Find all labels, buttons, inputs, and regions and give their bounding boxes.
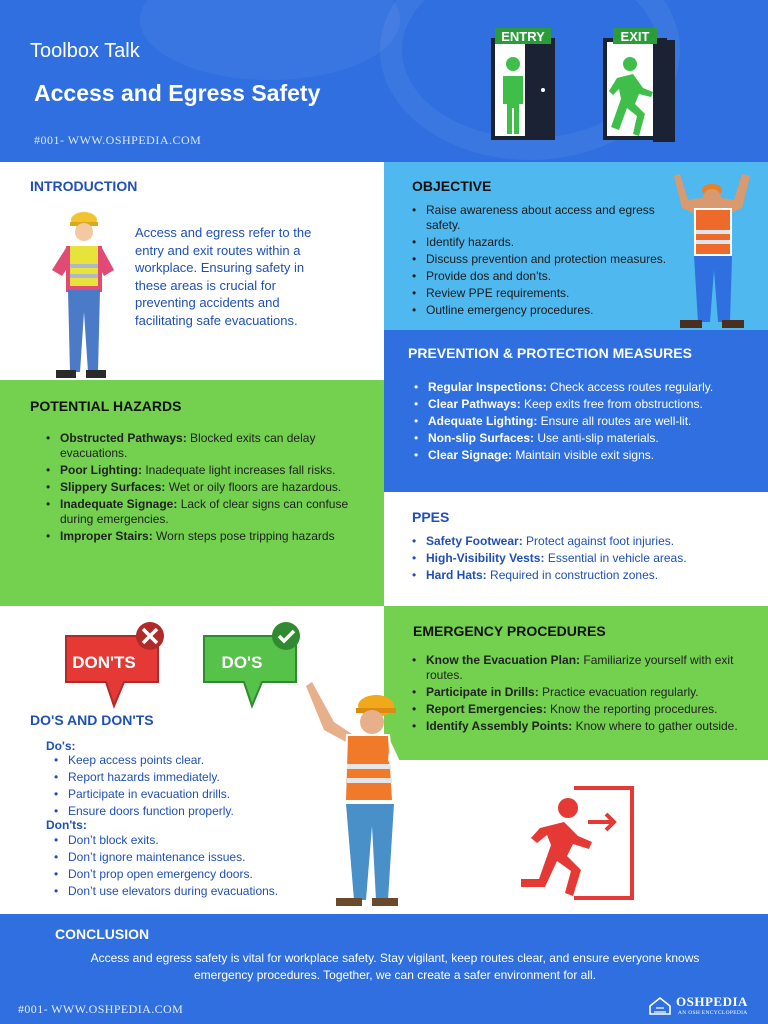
brand-logo xyxy=(648,994,748,1016)
objective-section xyxy=(384,162,768,330)
list-item xyxy=(412,380,762,395)
conclusion-text: Access and egress safety is vital for workplace safety. Stay vigilant, keep routes clear, and ensure everyone knows emergency procedures. Together, we can create a safer environment for all. xyxy=(90,951,700,982)
entry-sign-text: ENTRY xyxy=(501,29,545,44)
emergency-heading: EMERGENCY PROCEDURES xyxy=(413,623,606,639)
footer-series: #001- WWW.OSHPEDIA.COM xyxy=(18,1002,184,1016)
page-title: Access and Egress Safety xyxy=(34,80,321,106)
item-text: Use anti-slip materials. xyxy=(534,431,659,445)
list-item: • Review PPE requirements. xyxy=(410,286,680,301)
item-label: Poor Lighting: xyxy=(60,463,142,477)
list-item: • Report hazards immediately. xyxy=(52,770,312,785)
worker-illustration-icon xyxy=(40,210,120,380)
item-text: Maintain visible exit signs. xyxy=(512,448,655,462)
list-item xyxy=(412,448,762,463)
item-label: Adequate Lighting: xyxy=(428,414,538,428)
item-text: Lack of clear signs can confuse during emergencies. xyxy=(60,497,349,526)
dos-list xyxy=(52,753,312,821)
item-label: Slippery Surfaces: xyxy=(60,480,166,494)
list-item xyxy=(44,463,364,478)
item-label: Non-slip Surfaces: xyxy=(428,431,535,445)
list-item xyxy=(412,431,762,446)
item-label: Identify Assembly Points: xyxy=(426,719,573,733)
emergency-section xyxy=(384,606,768,760)
item-text: Practice evacuation regularly. xyxy=(538,685,699,699)
list-item: • Don’t use elevators during evacuations. xyxy=(52,884,312,899)
list-item: • Identify hazards. xyxy=(410,235,680,250)
item-text: Keep exits free from obstructions. xyxy=(520,397,703,411)
list-item: • Discuss prevention and protection measures. xyxy=(410,252,680,267)
item-label: Obstructed Pathways: xyxy=(60,431,187,445)
exit-sign-text: EXIT xyxy=(620,29,650,44)
hazards-list xyxy=(44,431,364,546)
list-item: • Don’t block exits. xyxy=(52,833,312,848)
objective-list xyxy=(410,203,680,320)
conclusion-heading: CONCLUSION xyxy=(55,926,150,942)
donts-badge-icon xyxy=(62,620,170,710)
list-item xyxy=(410,534,760,549)
donts-list xyxy=(52,833,312,901)
item-label: Clear Pathways: xyxy=(428,397,521,411)
item-text: Inadequate light increases fall risks. xyxy=(141,463,336,477)
pointing-worker-icon xyxy=(300,680,412,916)
item-label: Know the Evacuation Plan: xyxy=(426,653,581,667)
item-text: Essential in vehicle areas. xyxy=(544,551,687,565)
dos-label: Do's: xyxy=(46,739,76,753)
item-text: Familiarize yourself with exit routes. xyxy=(426,653,734,682)
item-label: Clear Signage: xyxy=(428,448,513,462)
item-label: Hard Hats: xyxy=(426,568,487,582)
conclusion-section xyxy=(0,914,768,1024)
header-banner xyxy=(0,0,768,162)
list-item: • Ensure doors function properly. xyxy=(52,804,312,819)
list-item xyxy=(410,551,760,566)
list-item xyxy=(44,529,364,544)
list-item: • Keep access points clear. xyxy=(52,753,312,768)
series-label: #001- WWW.OSHPEDIA.COM xyxy=(34,133,202,147)
item-text: Required in construction zones. xyxy=(486,568,659,582)
prevention-heading: PREVENTION & PROTECTION MEASURES xyxy=(408,345,692,361)
donts-badge-text: DON'TS xyxy=(72,653,136,672)
list-item xyxy=(412,397,762,412)
dos-badge-text: DO'S xyxy=(221,653,263,672)
item-text: Wet or oily floors are hazardous. xyxy=(165,480,342,494)
brand-tagline: AN OSH ENCYCLOPEDIA xyxy=(678,1010,748,1016)
item-text: Protect against foot injuries. xyxy=(522,534,675,548)
prevention-list xyxy=(412,380,762,465)
dos-donts-heading: DO'S AND DON'TS xyxy=(30,712,154,728)
oshpedia-logo-icon xyxy=(648,996,672,1016)
item-label: Regular Inspections: xyxy=(428,380,547,394)
brand-name: OSHPEDIA xyxy=(676,994,748,1009)
list-item xyxy=(412,414,762,429)
list-item xyxy=(410,685,750,700)
list-item: • Outline emergency procedures. xyxy=(410,303,680,318)
introduction-section xyxy=(0,162,384,380)
ppes-section xyxy=(384,492,768,606)
list-item xyxy=(44,497,364,527)
kicker-text: Toolbox Talk xyxy=(30,40,140,62)
list-item xyxy=(44,431,364,461)
item-label: High-Visibility Vests: xyxy=(426,551,545,565)
list-item: • Don’t ignore maintenance issues. xyxy=(52,850,312,865)
emergency-exit-runner-icon xyxy=(510,786,634,900)
item-label: Report Emergencies: xyxy=(426,702,547,716)
dos-badge-icon xyxy=(200,620,308,710)
item-text: Worn steps pose tripping hazards xyxy=(152,529,335,543)
list-item: • Provide dos and don'ts. xyxy=(410,269,680,284)
item-text: Ensure all routes are well-lit. xyxy=(537,414,692,428)
introduction-text: Access and egress refer to the entry and exit routes within a workplace. Ensuring safety in these areas is crucial for preventing accidents and facilitating safe evacuations. xyxy=(135,225,312,328)
item-text: Blocked exits can delay evacuations. xyxy=(60,431,316,460)
item-text: Know the reporting procedures. xyxy=(546,702,718,716)
objective-heading: OBJECTIVE xyxy=(412,178,492,194)
ppes-heading: PPES xyxy=(412,509,450,525)
list-item: • Raise awareness about access and egress safety. xyxy=(410,203,680,233)
list-item: • Participate in evacuation drills. xyxy=(52,787,312,802)
item-label: Inadequate Signage: xyxy=(60,497,178,511)
introduction-heading: INTRODUCTION xyxy=(30,178,138,194)
donts-label: Don'ts: xyxy=(46,818,87,832)
list-item xyxy=(410,653,750,683)
ppes-list xyxy=(410,534,760,585)
item-label: Participate in Drills: xyxy=(426,685,539,699)
list-item xyxy=(410,702,750,717)
cheering-worker-icon xyxy=(666,172,762,330)
emergency-list xyxy=(410,653,750,736)
item-label: Safety Footwear: xyxy=(426,534,523,548)
list-item: • Don’t prop open emergency doors. xyxy=(52,867,312,882)
prevention-section xyxy=(384,330,768,492)
list-item xyxy=(44,480,364,495)
item-text: Know where to gather outside. xyxy=(572,719,738,733)
item-text: Check access routes regularly. xyxy=(546,380,714,394)
list-item xyxy=(410,568,760,583)
hazards-heading: POTENTIAL HAZARDS xyxy=(30,398,182,414)
item-label: Improper Stairs: xyxy=(60,529,153,543)
entry-exit-doors-icon xyxy=(485,28,685,144)
hazards-section xyxy=(0,380,384,606)
list-item xyxy=(410,719,750,734)
header-decoration xyxy=(140,0,400,80)
